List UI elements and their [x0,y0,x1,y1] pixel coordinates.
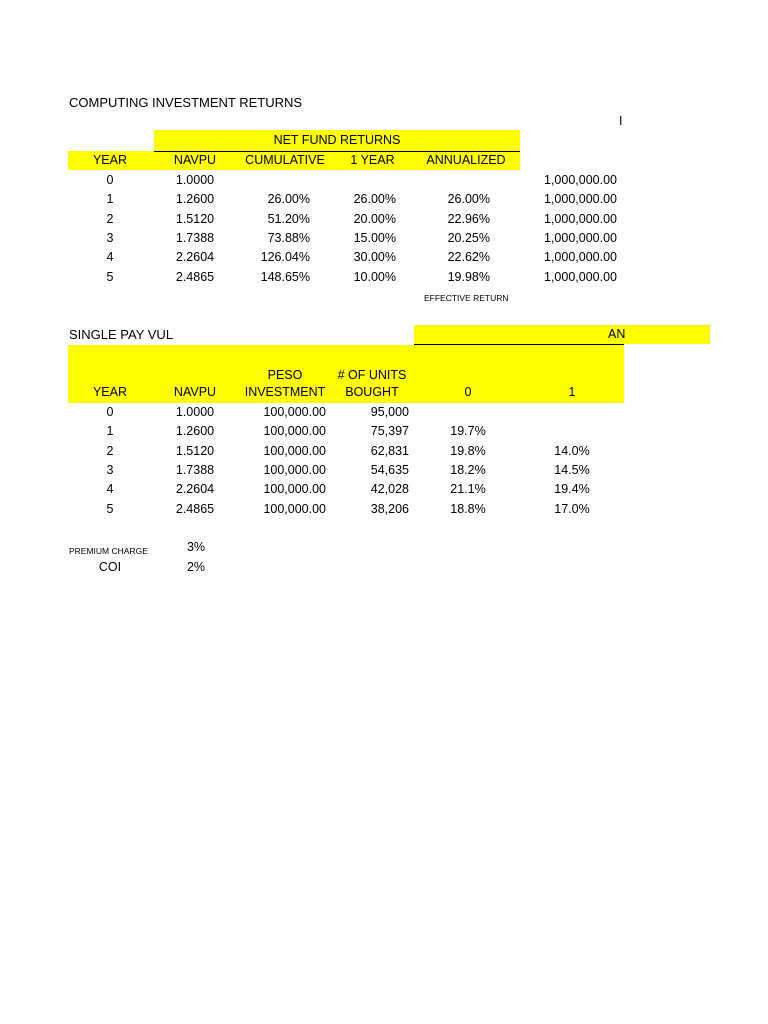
cell-one-year: 20.00% [353,212,396,226]
cell-units: 42,028 [370,482,409,496]
header-col0: 0 [464,385,472,399]
header-investment: INVESTMENT [244,385,326,399]
section2-table-row [0,461,768,480]
header-year: YEAR [92,153,128,167]
cell-annualized: 20.25% [447,231,490,245]
cell-units: 38,206 [370,502,409,516]
cell-year: 1 [106,192,114,206]
cell-navpu: 1.5120 [175,444,215,458]
header-units: # OF UNITS [337,368,407,382]
section1-table-row [0,229,768,248]
cell-year: 5 [106,502,114,516]
cell-amount: 1,000,000.00 [544,173,617,187]
cell-col1: 19.4% [554,482,590,496]
header-col1: 1 [568,385,576,399]
cell-cumulative: 26.00% [267,192,310,206]
section1-table-row [0,210,768,229]
cell-year: 2 [106,212,114,226]
an-label: AN [608,327,626,341]
cell-col1: 14.0% [554,444,590,458]
cell-navpu: 2.4865 [175,502,215,516]
cell-one-year: 30.00% [353,250,396,264]
cell-navpu: 1.0000 [175,173,215,187]
premium-charge-label: PREMIUM CHARGE [69,546,148,556]
corner-mark: I [619,114,623,128]
cell-year: 2 [106,444,114,458]
header-cumulative: CUMULATIVE [245,153,325,167]
cell-amount: 1,000,000.00 [544,250,617,264]
cell-cumulative: 73.88% [267,231,310,245]
header-peso: PESO [267,368,303,382]
cell-units: 54,635 [370,463,409,477]
cell-cumulative: 51.20% [267,212,310,226]
header-navpu: NAVPU [173,385,217,399]
section2-title: SINGLE PAY VUL [69,327,174,342]
section2-table-row [0,403,768,422]
premium-charge-value: 3% [186,540,206,554]
cell-units: 62,831 [370,444,409,458]
cell-navpu: 2.2604 [175,482,215,496]
cell-navpu: 1.2600 [175,424,215,438]
header-one-year: 1 YEAR [350,153,395,167]
cell-year: 4 [106,482,114,496]
cell-annualized: 22.62% [447,250,490,264]
cell-year: 3 [106,231,114,245]
cell-col0: 19.8% [450,444,486,458]
cell-navpu: 1.7388 [175,231,215,245]
cell-col0: 18.2% [450,463,486,477]
section2-table-row [0,500,768,519]
cell-navpu: 1.2600 [175,192,215,206]
cell-col0: 18.8% [450,502,486,516]
section1-header-row [0,151,768,170]
cell-year: 4 [106,250,114,264]
section1-title: COMPUTING INVESTMENT RETURNS [69,95,303,110]
cell-year: 0 [106,405,114,419]
header-annualized: ANNUALIZED [426,153,506,167]
section2-table-row [0,422,768,441]
cell-investment: 100,000.00 [263,444,326,458]
header-bought: BOUGHT [345,385,399,399]
cell-units: 75,397 [370,424,409,438]
cell-year: 3 [106,463,114,477]
cell-one-year: 26.00% [353,192,396,206]
cell-amount: 1,000,000.00 [544,212,617,226]
cell-col1: 17.0% [554,502,590,516]
cell-col0: 21.1% [450,482,486,496]
cell-cumulative: 148.65% [260,270,310,284]
cell-navpu: 2.4865 [175,270,215,284]
section2-table-row [0,442,768,461]
section1-table-row [0,248,768,267]
cell-amount: 1,000,000.00 [544,270,617,284]
cell-annualized: 19.98% [447,270,490,284]
coi-value: 2% [186,560,206,574]
section1-table-row [0,190,768,209]
cell-year: 0 [106,173,114,187]
net-fund-returns-header: NET FUND RETURNS [273,133,401,147]
cell-navpu: 1.0000 [175,405,215,419]
cell-navpu: 1.5120 [175,212,215,226]
header-year: YEAR [92,385,128,399]
cell-units: 95,000 [370,405,409,419]
cell-investment: 100,000.00 [263,502,326,516]
cell-col1: 14.5% [554,463,590,477]
cell-investment: 100,000.00 [263,463,326,477]
cell-investment: 100,000.00 [263,424,326,438]
section2-header-row [0,383,768,402]
cell-year: 1 [106,424,114,438]
section1-table-row [0,171,768,190]
cell-investment: 100,000.00 [263,482,326,496]
cell-col0: 19.7% [450,424,486,438]
cell-investment: 100,000.00 [263,405,326,419]
cell-one-year: 10.00% [353,270,396,284]
cell-annualized: 22.96% [447,212,490,226]
section2-table-row [0,480,768,499]
cell-navpu: 2.2604 [175,250,215,264]
an-band [414,325,710,344]
cell-one-year: 15.00% [353,231,396,245]
cell-cumulative: 126.04% [260,250,310,264]
cell-annualized: 26.00% [447,192,490,206]
cell-amount: 1,000,000.00 [544,192,617,206]
coi-label: COI [98,560,122,574]
effective-return-label: EFFECTIVE RETURN [424,293,509,303]
cell-amount: 1,000,000.00 [544,231,617,245]
cell-year: 5 [106,270,114,284]
header-navpu: NAVPU [173,153,217,167]
cell-navpu: 1.7388 [175,463,215,477]
section1-table-row [0,268,768,287]
